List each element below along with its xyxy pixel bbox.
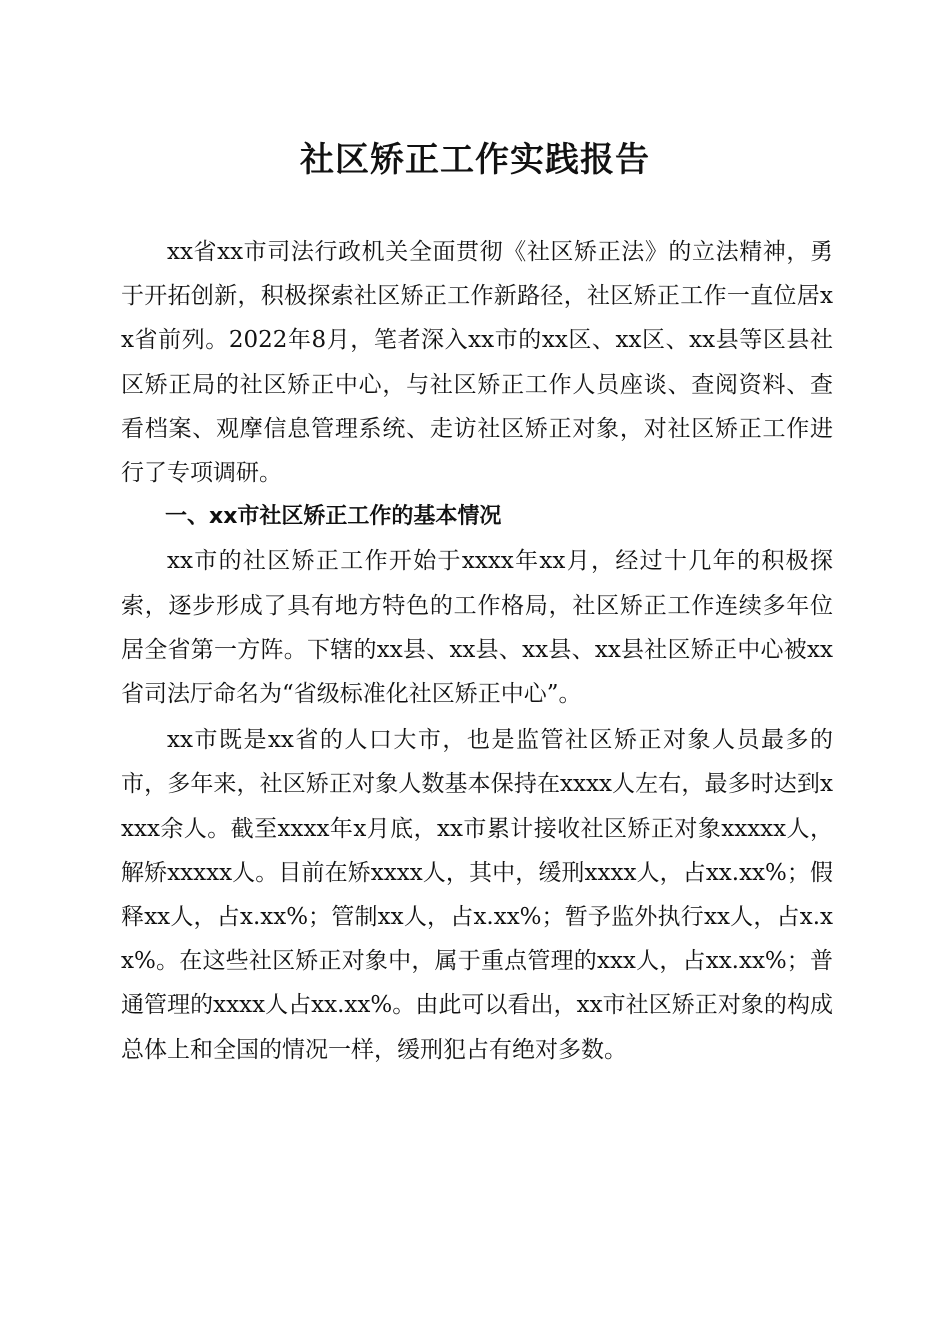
paragraph-overview: xx市的社区矫正工作开始于xxxx年xx月，经过十几年的积极探索，逐步形成了具有地方特色的工作格局，社区矫正工作连续多年位居全省第一方阵。下辖的xx县、xx县、xx县、xx县社区矫正中心被xx省司法厅命名为“省级标准化社区矫正中心”。 [121, 548, 833, 708]
section-heading-1: 一、xx市社区矫正工作的基本情况 [165, 504, 502, 530]
document-title: 社区矫正工作实践报告 [300, 140, 650, 180]
paragraph-intro: xx省xx市司法行政机关全面贯彻《社区矫正法》的立法精神，勇于开拓创新，积极探索社区矫正工作新路径，社区矫正工作一直位居xx省前列。2022年8月，笔者深入xx市的xx区、xx区、xx县等区县社区矫正局的社区矫正中心，与社区矫正工作人员座谈、查阅资料、查看档案、观摩信息管理系统、走访社区矫正对象，对社区矫正工作进行了专项调研。 [121, 239, 833, 487]
document-body [121, 230, 833, 1072]
paragraph-statistics: xx市既是xx省的人口大市，也是监管社区矫正对象人员最多的市，多年来，社区矫正对象人数基本保持在xxxx人左右，最多时达到xxxx余人。截至xxxx年x月底，xx市累计接收社区矫正对象xxxxx人，解矫xxxxx人。目前在矫xxxx人，其中，缓刑xxxx人，占xx.xx%；假释xx人，占x.xx%；管制xx人，占x.xx%；暂予监外执行xx人，占x.xx%。在这些社区矫正对象中，属于重点管理的xxx人，占xx.xx%；普通管理的xxxx人占xx.xx%。由此可以看出，xx市社区矫正对象的构成总体上和全国的情况一样，缓刑犯占有绝对多数。 [121, 727, 833, 1063]
